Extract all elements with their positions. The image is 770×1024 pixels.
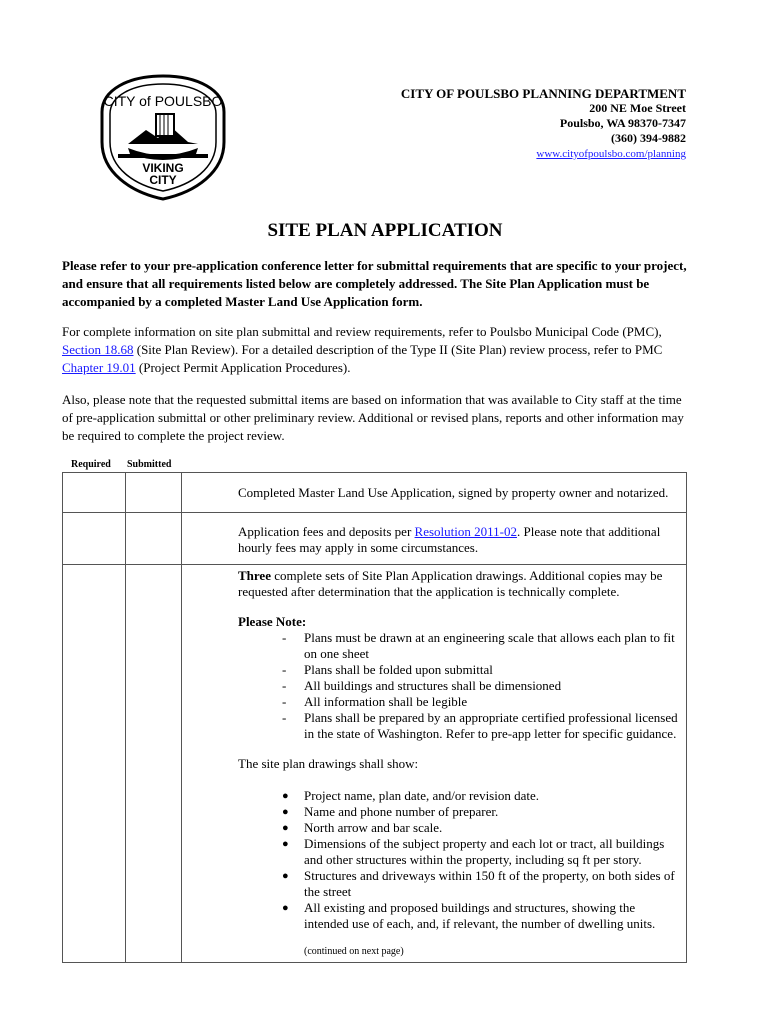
seal-top-text: CITY of POULSBO: [103, 93, 223, 109]
list-item: ● North arrow and bar scale.: [282, 820, 443, 835]
seal-bottom-text-2: CITY: [149, 173, 177, 187]
item-text: Structures and driveways within 150 ft of the property, on both sides of the street: [304, 868, 675, 899]
page-title: SITE PLAN APPLICATION: [267, 220, 503, 241]
para1-text-a: For complete information on site plan submittal and review requirements, refer to Poulsbo Municipal Code (PMC),: [62, 324, 662, 339]
department-header: [401, 86, 686, 162]
table-row: [63, 473, 687, 513]
drawings-text: complete sets of Site Plan Application drawings. Additional copies may be requested after determination that the application is technically complete.: [238, 568, 663, 599]
drawing-items-list: [238, 788, 680, 932]
note-text: All buildings and structures shall be dimensioned: [304, 678, 562, 693]
required-checkbox-cell[interactable]: [63, 473, 126, 513]
item-text: North arrow and bar scale.: [304, 820, 443, 835]
fees-text-b: . Please note that additional hourly fees may apply in some circumstances.: [238, 524, 661, 555]
row-master-application: Completed Master Land Use Application, signed by property owner and notarized.: [182, 473, 687, 513]
fees-text-a: Application fees and deposits per: [238, 524, 415, 539]
item-text: Project name, plan date, and/or revision date.: [304, 788, 540, 803]
street-address: 200 NE Moe Street: [589, 101, 686, 115]
website-link[interactable]: www.cityofpoulsbo.com/planning: [536, 148, 686, 160]
list-item: ● Name and phone number of preparer.: [282, 804, 499, 819]
submitted-checkbox-cell[interactable]: [126, 473, 182, 513]
list-item: ● Structures and driveways within 150 ft of the property, on both sides of the street: [282, 868, 675, 899]
resolution-link[interactable]: Resolution 2011-02: [414, 524, 517, 539]
list-item: - Plans must be drawn at an engineering scale that allows each plan to fit on one sheet: [282, 630, 675, 661]
please-note-list: [238, 630, 680, 742]
item-text: Name and phone number of preparer.: [304, 804, 499, 819]
required-checkbox-cell[interactable]: [63, 513, 126, 565]
department-name: CITY OF POULSBO PLANNING DEPARTMENT: [400, 86, 686, 101]
list-item: - All information shall be legible: [282, 694, 468, 709]
city-address: Poulsbo, WA 98370-7347: [559, 116, 686, 130]
note-text: Plans must be drawn at an engineering scale that allows each plan to fit on one sheet: [304, 630, 675, 661]
submitted-checkbox-cell[interactable]: [126, 565, 182, 963]
row-site-plan-drawings: [182, 565, 687, 963]
intro-paragraph: Please refer to your pre-application conference letter for submittal requirements that are specific to your project, and ensure that all requirements listed below are completely addressed. The Site Plan Application must be accompanied by a completed Master Land Use Application form.: [62, 258, 687, 309]
pmc-reference-paragraph: [62, 323, 690, 377]
city-seal-logo: [98, 72, 228, 202]
note-text: Plans shall be folded upon submittal: [304, 662, 493, 677]
note-paragraph: Also, please note that the requested submittal items are based on information that was available to City staff at the time of pre-application submittal or other preliminary review. Additional or revised plans, reports and other information may be required to complete the project review.: [62, 392, 684, 443]
chapter-19-01-link[interactable]: Chapter 19.01: [62, 360, 136, 375]
required-column-header: Required: [71, 459, 111, 470]
list-item: ● Dimensions of the subject property and each lot or tract, all buildings and other structures within the property, including sq ft per story.: [282, 836, 665, 867]
submitted-checkbox-cell[interactable]: [126, 513, 182, 565]
seal-bottom-text-1: VIKING: [142, 161, 184, 175]
list-item: ● All existing and proposed buildings and structures, showing the intended use of each, and, if relevant, the number of dwelling units.: [282, 900, 656, 931]
list-item: - Plans shall be prepared by an appropriate certified professional licensed in the state of Washington. Refer to pre-app letter for specific guidance.: [282, 710, 678, 741]
list-item: ● Project name, plan date, and/or revision date.: [282, 788, 540, 803]
list-item: - Plans shall be folded upon submittal: [282, 662, 493, 677]
please-note-heading: Please Note:: [238, 614, 307, 629]
three-sets-bold: Three: [238, 568, 271, 583]
note-text: Plans shall be prepared by an appropriate certified professional licensed in the state of Washington. Refer to pre-app letter for specific guidance.: [304, 710, 678, 741]
section-18-68-link[interactable]: Section 18.68: [62, 342, 134, 357]
checklist-table: [62, 472, 687, 963]
item-text: All existing and proposed buildings and structures, showing the intended use of each, and, if relevant, the number of dwelling units.: [304, 900, 656, 931]
table-row: [63, 565, 687, 963]
submitted-column-header: Submitted: [127, 459, 172, 470]
note-text: All information shall be legible: [304, 694, 468, 709]
shall-show-heading: The site plan drawings shall show:: [238, 756, 419, 771]
list-item: - All buildings and structures shall be dimensioned: [282, 678, 562, 693]
para1-text-b: (Site Plan Review). For a detailed description of the Type II (Site Plan) review process, refer to PMC: [133, 342, 663, 357]
drawings-requirement: [238, 568, 680, 600]
phone-number: (360) 394-9882: [611, 131, 686, 145]
required-checkbox-cell[interactable]: [63, 565, 126, 963]
continued-note: (continued on next page): [304, 946, 404, 957]
table-row: [63, 513, 687, 565]
para1-text-c: (Project Permit Application Procedures).: [135, 360, 351, 375]
row-application-fees: [182, 513, 687, 565]
item-text: Dimensions of the subject property and each lot or tract, all buildings and other structures within the property, including sq ft per story.: [304, 836, 665, 867]
